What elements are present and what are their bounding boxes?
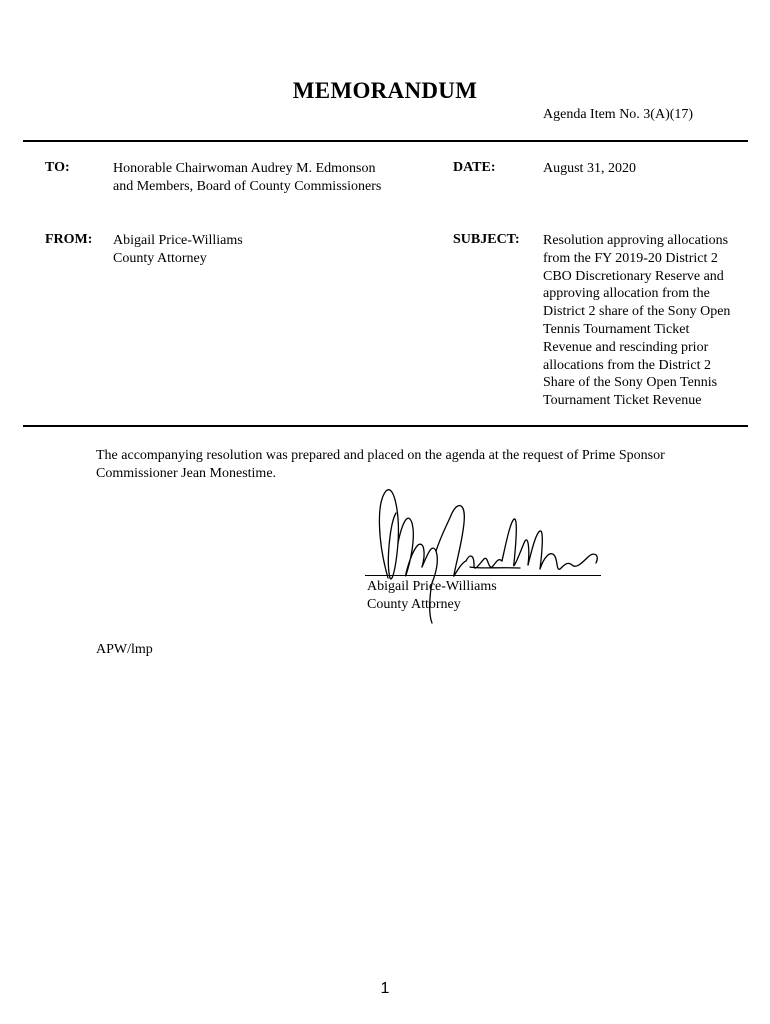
to-line: Honorable Chairwoman Audrey M. Edmonson xyxy=(113,161,376,176)
memo-body xyxy=(96,447,726,483)
subject-line: allocations from the District 2 xyxy=(543,357,711,373)
subject-line: District 2 share of the Sony Open xyxy=(543,304,731,320)
subject-line: approving allocation from the xyxy=(543,286,710,302)
header-divider-top xyxy=(23,140,748,142)
page-number: 1 xyxy=(380,980,390,997)
subject-label: SUBJECT: xyxy=(453,232,520,247)
body-line: Commissioner Jean Monestime. xyxy=(96,466,277,481)
from-sender xyxy=(113,232,243,268)
subject-line: Tennis Tournament Ticket xyxy=(543,321,690,337)
typist-initials: APW/lmp xyxy=(96,642,153,657)
agenda-item-number: Agenda Item No. 3(A)(17) xyxy=(543,107,694,122)
from-line: County Attorney xyxy=(113,250,207,266)
signer-title: County Attorney xyxy=(367,597,461,612)
subject-line: Resolution approving allocations xyxy=(543,233,729,248)
signer-name: Abigail Price-Williams xyxy=(367,579,497,594)
subject-line: from the FY 2019-20 District 2 xyxy=(543,250,718,266)
from-line: Abigail Price-Williams xyxy=(113,233,243,248)
signature-block xyxy=(367,578,497,614)
subject-line: Revenue and rescinding prior xyxy=(543,339,709,355)
signature-line xyxy=(365,575,601,576)
to-recipient xyxy=(113,160,381,196)
to-label: TO: xyxy=(45,160,70,175)
date-value: August 31, 2020 xyxy=(543,161,636,176)
subject-text xyxy=(543,232,758,410)
subject-line: CBO Discretionary Reserve and xyxy=(543,268,724,284)
subject-line: Tournament Ticket Revenue xyxy=(543,393,702,409)
to-line: and Members, Board of County Commissioners xyxy=(113,178,382,194)
body-line: The accompanying resolution was prepared and placed on the agenda at the request of Prime Sponsor xyxy=(96,448,665,463)
date-label: DATE: xyxy=(453,160,496,175)
from-label: FROM: xyxy=(45,232,93,247)
header-divider-bottom xyxy=(23,425,748,427)
memo-title: MEMORANDUM xyxy=(292,78,478,103)
subject-line: Share of the Sony Open Tennis xyxy=(543,375,718,391)
